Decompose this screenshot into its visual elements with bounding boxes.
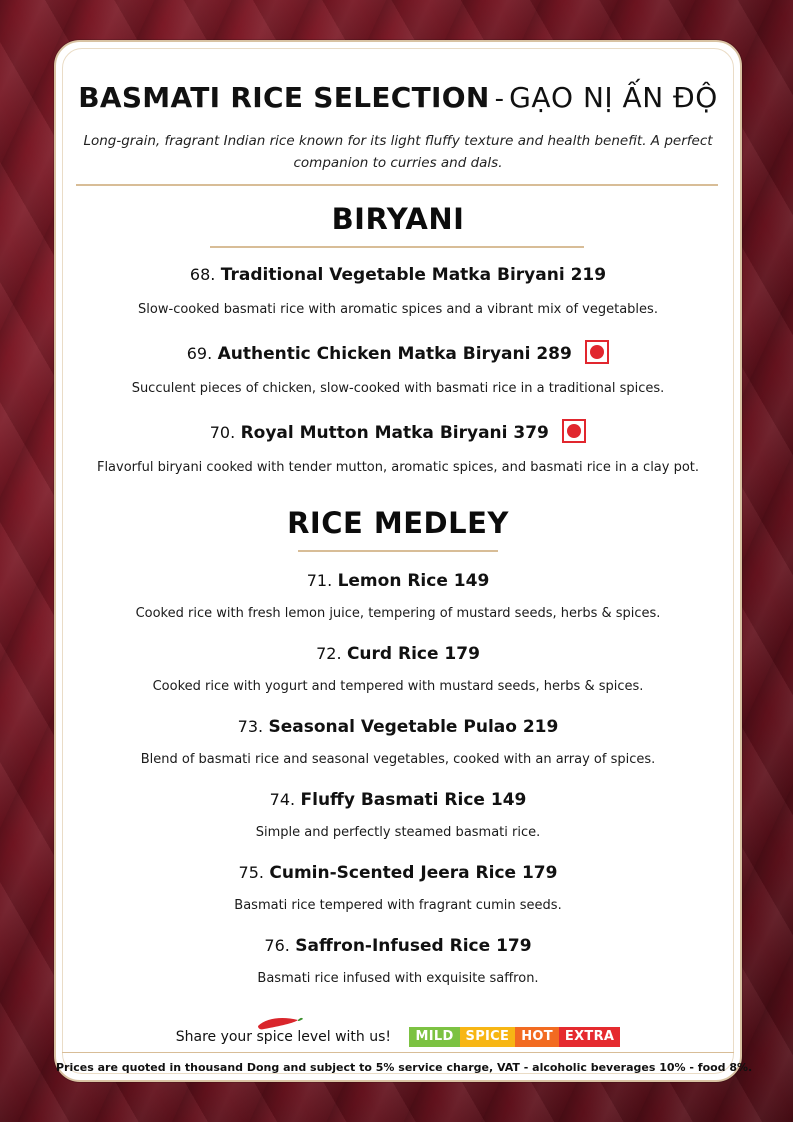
item-title: Authentic Chicken Matka Biryani 289 bbox=[217, 344, 572, 364]
item-description: Succulent pieces of chicken, slow-cooked with basmati rice in a traditional spices. bbox=[131, 381, 665, 396]
menu-item-73 bbox=[56, 714, 740, 740]
item-description: Basmati rice tempered with fragrant cumin seeds. bbox=[234, 898, 562, 913]
menu-item-75 bbox=[56, 860, 740, 886]
item-number: 68. bbox=[189, 265, 216, 284]
menu-item-76 bbox=[56, 933, 740, 959]
item-description: Cooked rice with yogurt and tempered with mustard seeds, herbs & spices. bbox=[152, 679, 644, 694]
section-title-rice-medley: RICE MEDLEY bbox=[287, 506, 509, 540]
item-description: Simple and perfectly steamed basmati rice. bbox=[255, 825, 541, 840]
menu-item-74 bbox=[56, 787, 740, 813]
spice-level-row bbox=[56, 1026, 740, 1048]
item-title: Royal Mutton Matka Biryani 379 bbox=[240, 423, 549, 443]
item-title: Cumin-Scented Jeera Rice 179 bbox=[269, 863, 558, 883]
menu-panel bbox=[54, 40, 753, 1082]
menu-item-68 bbox=[56, 262, 740, 288]
header-divider bbox=[76, 184, 718, 186]
title-vietnamese: GẠO NỊ ẤN ĐỘ bbox=[509, 81, 718, 114]
item-description: Blend of basmati rice and seasonal vegetables, cooked with an array of spices. bbox=[140, 752, 656, 767]
page-title bbox=[56, 78, 740, 122]
spice-level-hot: HOT bbox=[515, 1027, 559, 1047]
spice-level-spice: SPICE bbox=[460, 1027, 516, 1047]
item-description: Flavorful biryani cooked with tender mutton, aromatic spices, and basmati rice in a clay pot. bbox=[96, 460, 700, 475]
section-title-biryani: BIRYANI bbox=[331, 202, 465, 236]
menu-item-69 bbox=[56, 341, 740, 367]
item-number: 69. bbox=[186, 344, 213, 363]
title-main: BASMATI RICE SELECTION bbox=[78, 81, 490, 114]
section-divider-rice-medley bbox=[298, 550, 498, 552]
spice-level-bar bbox=[409, 1027, 620, 1047]
spice-prompt: Share your spice level with us! bbox=[175, 1029, 392, 1045]
item-description: Basmati rice infused with exquisite saffron. bbox=[257, 971, 539, 986]
menu-item-72 bbox=[56, 641, 740, 667]
intro-text: Long-grain, fragrant Indian rice known for its light fluffy texture and health benefit. A perfect companion to curries and dals. bbox=[83, 133, 713, 171]
spice-level-extra: EXTRA bbox=[559, 1027, 620, 1047]
item-number: 75. bbox=[238, 863, 264, 882]
item-number: 73. bbox=[237, 717, 264, 736]
non-veg-icon bbox=[585, 340, 609, 364]
price-note: Prices are quoted in thousand Dong and subject to 5% service charge, VAT - alcoholic beverages 10% - food 8%. bbox=[56, 1061, 753, 1074]
spice-level-mild: MILD bbox=[409, 1027, 459, 1047]
item-description: Cooked rice with fresh lemon juice, tempering of mustard seeds, herbs & spices. bbox=[135, 606, 661, 621]
title-separator: - bbox=[494, 84, 505, 114]
item-title: Seasonal Vegetable Pulao 219 bbox=[268, 717, 559, 737]
section-divider-biryani bbox=[210, 246, 584, 248]
item-number: 71. bbox=[306, 571, 333, 590]
item-number: 76. bbox=[264, 936, 290, 955]
item-number: 70. bbox=[209, 423, 236, 442]
menu-header bbox=[56, 78, 740, 174]
item-number: 74. bbox=[269, 790, 296, 809]
item-title: Lemon Rice 149 bbox=[337, 571, 490, 591]
item-number: 72. bbox=[316, 644, 342, 663]
item-title: Fluffy Basmati Rice 149 bbox=[300, 790, 527, 810]
item-title: Saffron-Infused Rice 179 bbox=[295, 936, 532, 956]
item-description: Slow-cooked basmati rice with aromatic spices and a vibrant mix of vegetables. bbox=[138, 302, 658, 317]
menu-item-70 bbox=[56, 420, 740, 446]
item-title: Traditional Vegetable Matka Biryani 219 bbox=[220, 265, 607, 285]
non-veg-icon bbox=[562, 419, 586, 443]
menu-item-71 bbox=[56, 568, 740, 594]
footer-divider bbox=[62, 1052, 734, 1053]
item-title: Curd Rice 179 bbox=[346, 644, 480, 664]
